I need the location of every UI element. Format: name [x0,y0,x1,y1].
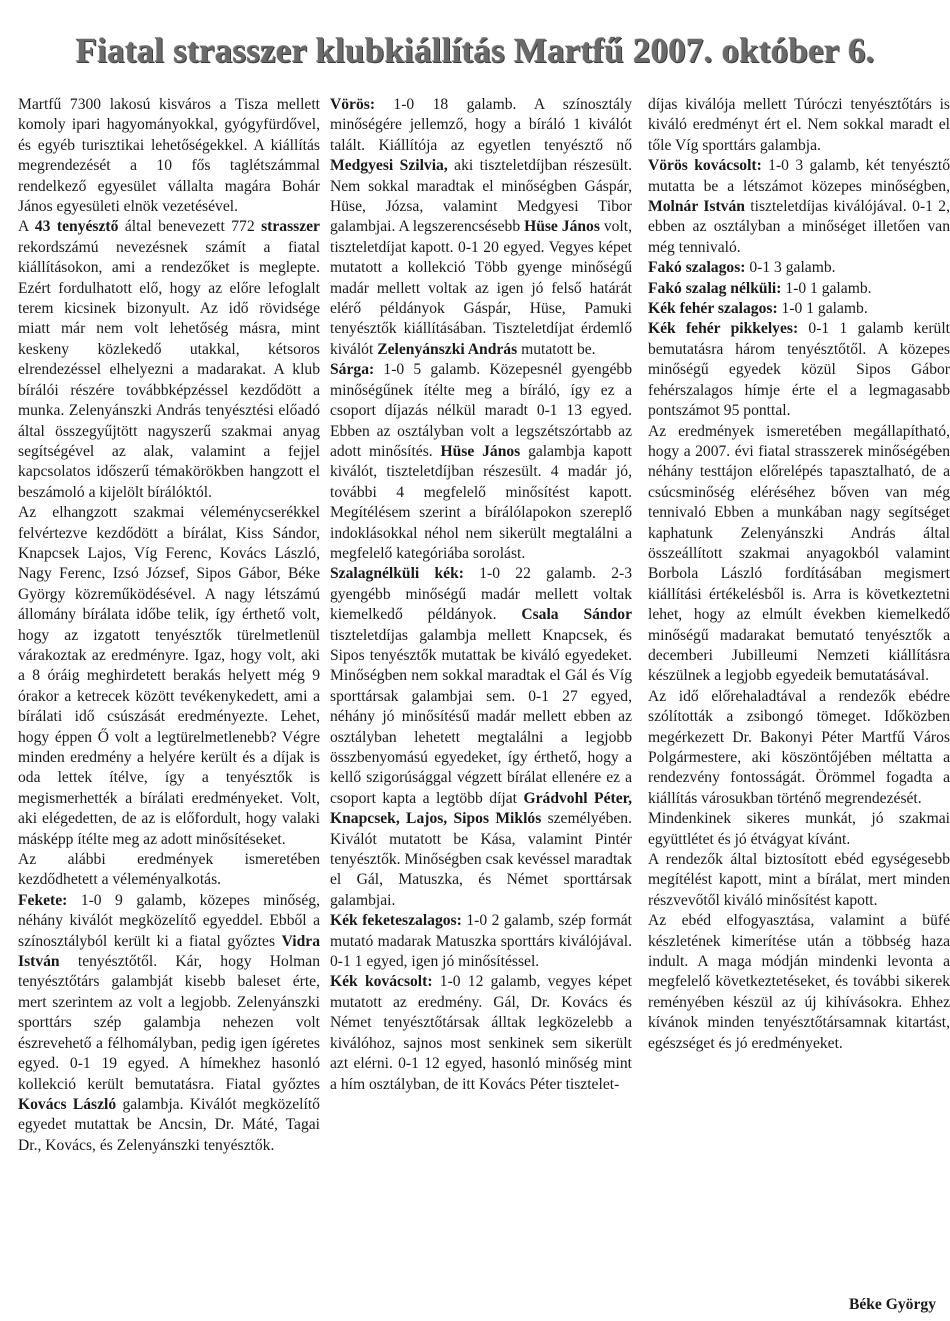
paragraph-black: Fekete: 1-0 9 galamb, közepes minőség, néhány kiválót megközelítő egyeddel. Ebből a színosztályból került ki a fiatal győztes Vidra István tenyésztőtől. Kár, hogy Holman tenyésztőtárs galambját kisebb baleset érte, mert szerintem az volt a legjobb. Zelenyánszki sporttárs szép galambja nehezen volt észrevehető a félhomályban, pedig igen ígéretes egyed. 0-1 19 egyed. A hímekhez hasonló kollekció került bemutatásra. Fiatal győztes Kovács László galambja. Kiválót megközelítő egyedet mutattak be Ancsin, Dr. Máté, Tagai Dr., Kovács, és Zelenyánszki tenyésztők. [18,891,320,1154]
author-signature: Béke György [848,1296,936,1313]
paragraph-entries: A 43 tenyésztő által benevezett 772 strasszer rekordszámú nevezésnek számít a fiatal kiállításokon, ami a rendezőket is meglepte. Ezért fordulhatott elő, hogy az előre lefoglalt terem kicsinek bizonyult. Az idő rövidsége miatt már nem volt lehetőség másra, mint keskeny közlekedő utakkal, kétsoros elrendezéssel elhelyezni a madarakat. A klub bírálói részére továbbképzéssel kezdődött a munka. Zelenyánszki András tenyésztési előadó által összegyűjtött nagyszerű szakmai anyag segítségével az alak, valamint a fejjel kapcsolatos időszerű témakörökben hangzott el beszámoló a kijelölt bírálóktól. [18,218,320,501]
breeder-name: Vidra István [18,932,320,971]
breeder-name: Csala Sándor [521,606,632,624]
highlight-breed: strasszer [261,218,320,236]
paragraph-wishes: Mindenkinek sikeres munkát, jó szakmai együttlétet és jó étvágyat kívánt. [648,810,950,848]
breeder-name: Zelenyánszki András [377,340,518,358]
breeder-name: Hüse János [440,442,521,460]
paragraph-lunch: Az idő előrehaladtával a rendezők ebédre szólították a zsibongó tömeget. Időközben megérkezett Dr. Bakonyi Péter Martfű Város Polgármestere, aki köszöntőjében méltatta a rendezvény fontosságát. Örömmel fogadta a kiállítás városukban történő megrendezését. [648,687,950,807]
paragraph-catering: A rendezők által biztosított ebéd egységesebb megítélést kapott, mint a bírálat, mert minden részvevőtől kiváló minősítést kapott. [648,851,950,909]
breeder-name: Molnár István [648,198,745,216]
paragraph-blue-black-bar: Kék feketeszalagos: 1-0 2 galamb, szép formát mutató madarak Matuszka sporttárs kiválójával. 0-1 1 egyed, igen jó minősítéssel. [330,912,632,971]
category-heading: Vörös: [330,96,376,113]
category-heading: Fakó szalagos: [648,259,746,277]
category-heading: Sárga: [330,361,375,379]
paragraph-judging: Az elhangzott szakmai véleménycserékkel felvértezve kezdődött a bírálat, Kiss Sándor, Knapcsek Lajos, Víg Ferenc, Kovács László, Nagy Ferenc, Izsó József, Sipos Gábor, Béke György közreműködésével. A nagy létszámú állomány bírálata időbe telik, így érthető volt, hogy az izgatott tenyésztők türelmetlenül várakoztak az eredményre. Igaz, hogy volt, aki a 8 óráig meghirdetett berakás helyett még 9 órakor a ketrecek között tevékenykedett, ami a bírálati idő csúszását eredményezte. Lehet, hogy éppen Ő volt a legtürelmetlenebb? Végre minden eredmény a helyére került és a díjak is oda lettek ítélve, így a tenyésztők is megismerhették a bírálati eredményeket. Volt, aki elégedetten, de az is előfordult, hogy valaki másképp ítélte meg az adott minősítéseket. [18,504,320,848]
paragraph-blue-no-bar: Szalagnélküli kék: 1-0 22 galamb. 2-3 gyengébb minőségű madár mellett voltak kiemelkedő példányok. Csala Sándor tiszteletdíjas galambja mellett Knapcsek, és Sipos tenyésztők mutattak be kiváló egyedeket. Minőségben nem sokkal maradtak el Gál és Víg sporttársak galambjai sem. 0-1 27 egyed, néhány jó minősítésű madár mellett ebben az osztályban lehetett megtalálni a legjobb összbenyomású egyedeket, így érthető, hogy a kellő szigorúsággal végzett bírálat ellenére ez a csoport kapta a legtöbb díjat Grádvohl Péter, Knapcsek, Lajos, Sipos Miklós személyében. Kiválót mutatott be Kása, valamint Pintér tenyésztők. Minőségben csak kevéssel maradtak el Gál, Matuszka, és Német sporttársak galambjai. [330,565,633,909]
paragraph-blue-white-bar: Kék fehér szalagos: 1-0 1 galamb. [648,300,868,318]
category-heading: Kék fehér szalagos: [648,300,778,318]
paragraph-dun-bar: Fakó szalagos: 0-1 3 galamb. [648,259,836,277]
breeder-name: Hüse János [524,218,600,236]
paragraph-continuation: díjas kiválója mellett Túróczi tenyésztőtárs is kiváló eredményt ért el. Nem sokkal maradt el tőle Víg sporttárs galambja. [648,96,950,154]
text-column-2 [330,95,632,1095]
category-heading: Kék feketeszalagos: [330,912,462,930]
paragraph-red: Vörös: 1-0 18 galamb. A színosztály minőségére jellemző, hogy a bíráló 1 kiválót talált. Kiállítója az egyetlen tenyésztő nő Medgyesi Szilvia, aki tiszteletdíjban részesült. Nem sokkal maradtak el minőségben Gáspár, Hüse, Józsa, valamint Medgyesi Tibor galambjai. A legszerencsésebb Hüse János volt, tiszteletdíjat kapott. 0-1 20 egyed. Vegyes képet mutatott a kollekció Több gyenge minőségű madár mellett voltak az igen jó felső határát elérő példányok Gáspár, Hüse, Pamuki tenyésztők kiállításában. Tiszteletdíjat érdemlő kiválót Zelenyánszki András mutatott be. [330,96,633,358]
breeder-name: Medgyesi Szilvia, [330,157,448,175]
category-heading: Vörös kovácsolt: [648,157,762,175]
paragraph-blue-white-scaled: Kék fehér pikkelyes: 0-1 1 galamb került bemutatásra három tenyésztőtől. A közepes minőségű egyedek közül Sipos Gábor fehérszalagos hímje érte el a legmagasabb pontszámot 95 ponttal. [648,320,950,420]
article-title: Fiatal strasszer klubkiállítás Martfű 2007. október 6. [75,31,875,71]
paragraph-closing: Az ebéd elfogyasztása, valamint a büfé készletének kimerítése után a többség haza indult. A maga módján mindenki levonta a megfelelő következtetéseket, és további sikerek reményében készül az új kihívásokra. Ehhez kívánok minden tenyésztőtársamnak kitartást, egészséget és jó eredményeket. [648,912,950,1052]
highlight-breeders: 43 tenyésztő [34,218,119,236]
paragraph-yellow: Sárga: 1-0 5 galamb. Közepesnél gyengébb minőségűnek ítélte meg a bíráló, így ez a csoport díjazás nélkül maradt 0-1 13 egyed. Ebben az osztályban volt a legszétszórtabb az adott minősítés. Hüse János galambja kapott kiválót, tiszteletdíjban részesült. 4 madár jó, további 4 megfelelő minősítést kapott. Megítélésem szerint a bírálólapokon szereplő indoklásokkal néhol nem sikerült megtalálni a megfelelő kategóriába sorolást. [330,361,633,562]
paragraph-intro: Martfű 7300 lakosú kisváros a Tisza mellett komoly ipari hagyományokkal, gyógyfürdővel, és egyéb turisztikai lehetőségekkel. A kiállítás megrendezését a 10 fős taglétszámmal rendelkező egyesület vállalta magára Bohár János egyesületi elnök vezetésével. [18,96,320,216]
paragraph-red-checker: Vörös kovácsolt: 1-0 3 galamb, két tenyésztő mutatta be a létszámot közepes minőségben, Molnár István tiszteletdíjas kiválójával. 0-1 2, ebben az osztályban a minőséget illetően van még tennivaló. [648,157,950,256]
paragraph-dun-no-bar: Fakó szalag nélküli: 1-0 1 galamb. [648,279,872,297]
category-heading: Fakó szalag nélküli: [648,279,782,297]
text-column-1 [18,95,320,1156]
category-heading: Fekete: [18,891,68,909]
breeder-name: Grádvohl Péter, Knapcsek, Lajos, Sipos Miklós [330,789,633,828]
category-heading: Szalagnélküli kék: [330,565,464,583]
category-heading: Kék kovácsolt: [330,973,433,991]
category-heading: Kék fehér pikkelyes: [648,320,799,338]
paragraph-conclusion: Az eredmények ismeretében megállapítható, hogy a 2007. évi fiatal strasszerek minőségében néhány testtájon előrelépés tapasztalható, de a csúcsminőség eléréséhez bőven van még tennivaló Ebben a munkában nagy segítséget kaphatunk Zelenyánszki András által összeállított szakmai anyagokból valamint Borbola László fordításában megismert kiállítási értékelésből is. Arra is következtetni lehet, hogy az elmúlt években kiemelkedő minőségű madarakat bemutató tenyésztők a decemberi Jubilleumi Nemzeti kiállításra készülnek a legjobb egyedeik bemutatásával. [648,422,950,685]
paragraph-blue-checker: Kék kovácsolt: 1-0 12 galamb, vegyes képet mutatott az eredmény. Gál, Dr. Kovács és Német tenyésztőtársak álltak legközelebb a kiválóhoz, sajnos most senkinek sem sikerült azt elérni. 0-1 12 egyed, hasonló minőség mint a hím osztályban, de itt Kovács Péter tisztelet- [330,973,632,1093]
paragraph-results-intro: Az alábbi eredmények ismeretében kezdődhetett a véleményalkotás. [18,851,320,889]
text-column-3 [648,95,950,1054]
breeder-name: Kovács László [18,1095,117,1113]
